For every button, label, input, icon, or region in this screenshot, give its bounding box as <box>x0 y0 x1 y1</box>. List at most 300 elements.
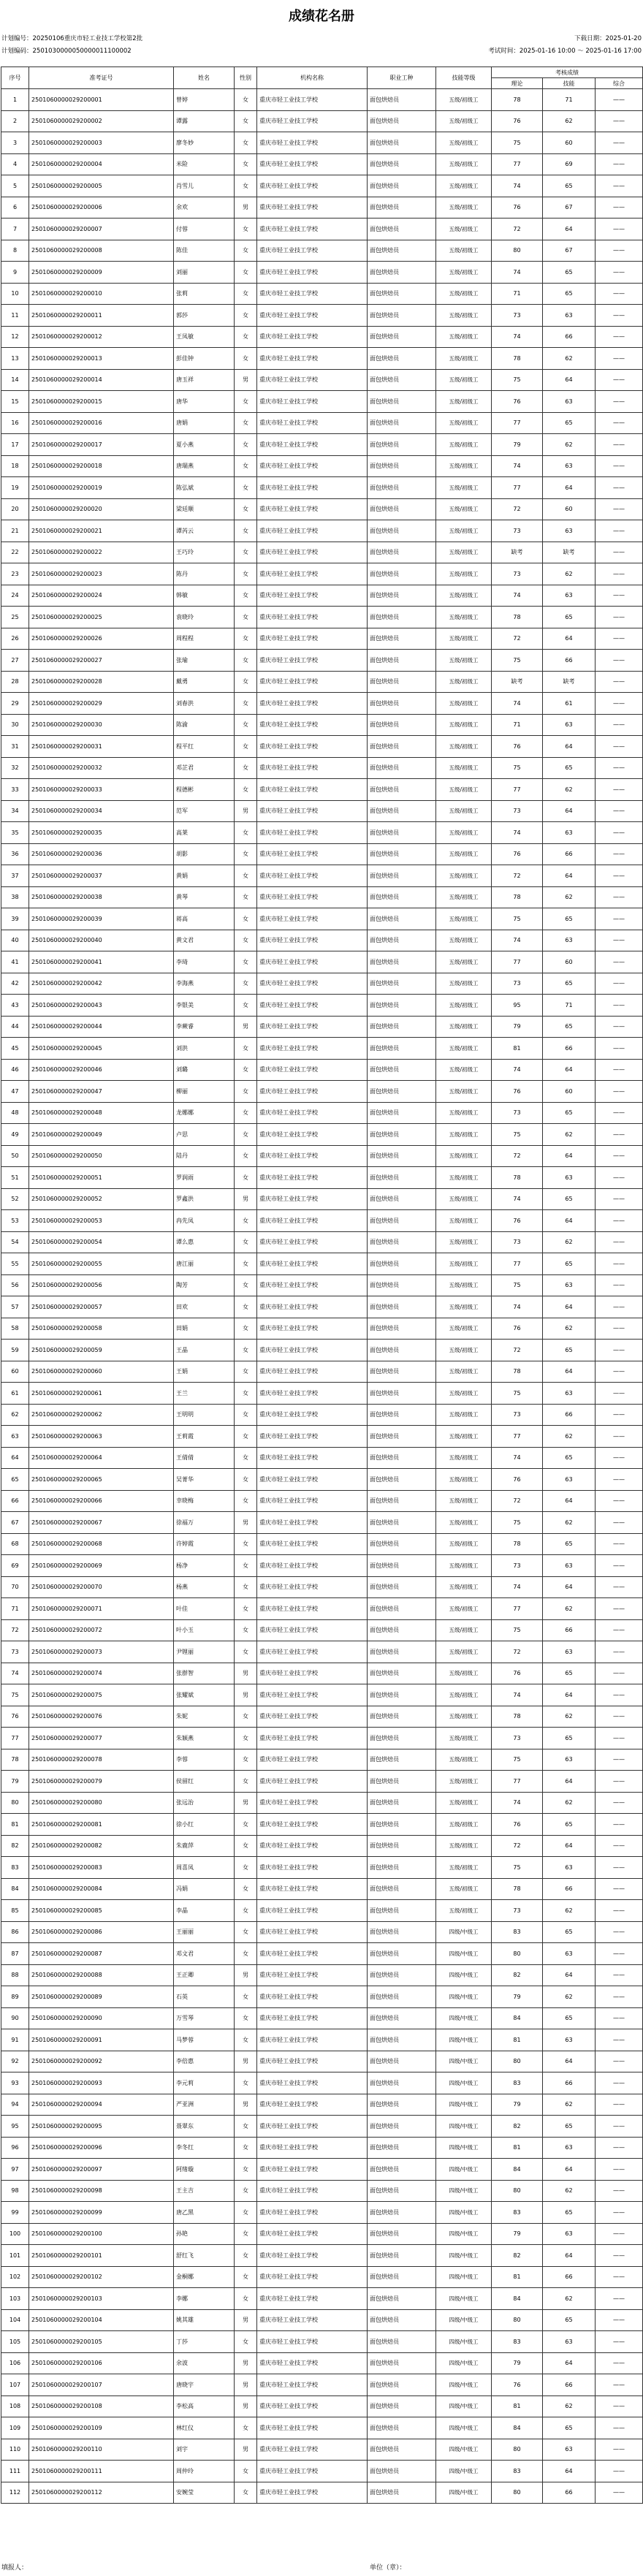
table-row <box>1 153 643 175</box>
cell-name: 张莉 <box>174 283 235 305</box>
cell-theory: 75 <box>492 1383 543 1405</box>
cell-org: 重庆市轻工业技工学校 <box>257 240 368 262</box>
cell-gender: 女 <box>235 283 257 305</box>
cell-grade: 五级/初级工 <box>436 305 492 327</box>
cell-cert-no: 2501060000029200077 <box>29 1728 174 1749</box>
cell-seq: 28 <box>1 671 29 693</box>
cell-seq: 25 <box>1 607 29 628</box>
cell-theory: 78 <box>492 348 543 370</box>
cell-gender: 女 <box>235 1231 257 1253</box>
cell-cert-no: 2501060000029200015 <box>29 391 174 413</box>
cell-cert-no: 2501060000029200005 <box>29 175 174 197</box>
cell-grade: 五级/初级工 <box>436 477 492 499</box>
cell-theory: 84 <box>492 2288 543 2310</box>
cell-theory: 75 <box>492 1619 543 1641</box>
cell-theory: 77 <box>492 1771 543 1793</box>
cell-job: 面包烘焙员 <box>368 1167 436 1189</box>
cell-job: 面包烘焙员 <box>368 650 436 672</box>
cell-seq: 91 <box>1 2029 29 2051</box>
cell-total: —— <box>596 2202 643 2224</box>
cell-total: —— <box>596 369 643 391</box>
cell-theory: 76 <box>492 1210 543 1232</box>
cell-name: 徐福万 <box>174 1512 235 1534</box>
cell-name: 谭么惠 <box>174 1231 235 1253</box>
cell-job: 面包烘焙员 <box>368 2266 436 2288</box>
table-row <box>1 2245 643 2267</box>
cell-total: —— <box>596 1490 643 1512</box>
cell-cert-no: 2501060000029200034 <box>29 800 174 822</box>
cell-theory: 79 <box>492 2223 543 2245</box>
cell-grade: 五级/初级工 <box>436 800 492 822</box>
cell-job: 面包烘焙员 <box>368 2202 436 2224</box>
cell-job: 面包烘焙员 <box>368 908 436 930</box>
cell-cert-no: 2501060000029200053 <box>29 1210 174 1232</box>
cell-seq: 19 <box>1 477 29 499</box>
cell-skill: 63 <box>543 2331 596 2353</box>
cell-grade: 五级/初级工 <box>436 1167 492 1189</box>
table-row <box>1 1555 643 1577</box>
cell-seq: 26 <box>1 628 29 650</box>
cell-org: 重庆市轻工业技工学校 <box>257 1684 368 1706</box>
cell-gender: 女 <box>235 455 257 477</box>
cell-skill: 63 <box>543 1943 596 1965</box>
cell-gender: 女 <box>235 542 257 563</box>
cell-name: 刘春洪 <box>174 693 235 715</box>
cell-gender: 女 <box>235 2288 257 2310</box>
plan-code: 计划编码：2501030000050000011100002 <box>1 48 132 55</box>
cell-skill: 65 <box>543 2116 596 2138</box>
cell-name: 金桐娜 <box>174 2266 235 2288</box>
cell-grade: 五级/初级工 <box>436 348 492 370</box>
cell-grade: 五级/初级工 <box>436 1318 492 1340</box>
cell-name: 王丽丽 <box>174 1921 235 1943</box>
cell-theory: 74 <box>492 1059 543 1081</box>
cell-grade: 五级/初级工 <box>436 1081 492 1103</box>
cell-gender: 女 <box>235 1361 257 1383</box>
table-row <box>1 1081 643 1103</box>
cell-job: 面包烘焙员 <box>368 951 436 973</box>
cell-theory: 78 <box>492 886 543 908</box>
cell-org: 重庆市轻工业技工学校 <box>257 369 368 391</box>
cell-skill: 65 <box>543 2417 596 2439</box>
cell-org: 重庆市轻工业技工学校 <box>257 1383 368 1405</box>
cell-total: —— <box>596 2094 643 2116</box>
cell-skill: 62 <box>543 348 596 370</box>
cell-cert-no: 2501060000029200073 <box>29 1641 174 1663</box>
cell-grade: 四级/中级工 <box>436 2223 492 2245</box>
cell-job: 面包烘焙员 <box>368 973 436 995</box>
cell-gender: 女 <box>235 434 257 456</box>
cell-name: 陶芳 <box>174 1274 235 1296</box>
cell-total: —— <box>596 2180 643 2202</box>
cell-skill: 66 <box>543 326 596 348</box>
table-row <box>1 132 643 154</box>
cell-skill: 64 <box>543 219 596 240</box>
cell-cert-no: 2501060000029200039 <box>29 908 174 930</box>
cell-gender: 男 <box>235 1188 257 1210</box>
cell-cert-no: 2501060000029200092 <box>29 2051 174 2072</box>
cell-name: 孙艳 <box>174 2223 235 2245</box>
cell-gender: 女 <box>235 930 257 951</box>
cell-theory: 71 <box>492 714 543 736</box>
cell-cert-no: 2501060000029200003 <box>29 132 174 154</box>
cell-seq: 56 <box>1 1274 29 1296</box>
table-row <box>1 1016 643 1038</box>
table-row <box>1 1383 643 1405</box>
cell-job: 面包烘焙员 <box>368 2007 436 2029</box>
cell-gender: 女 <box>235 1318 257 1340</box>
cell-skill: 65 <box>543 1728 596 1749</box>
cell-job: 面包烘焙员 <box>368 1188 436 1210</box>
cell-job: 面包烘焙员 <box>368 822 436 844</box>
cell-grade: 五级/初级工 <box>436 412 492 434</box>
cell-org: 重庆市轻工业技工学校 <box>257 2439 368 2461</box>
cell-skill: 65 <box>543 1188 596 1210</box>
cell-seq: 40 <box>1 930 29 951</box>
cell-job: 面包烘焙员 <box>368 995 436 1017</box>
cell-theory: 84 <box>492 2159 543 2181</box>
cell-theory: 74 <box>492 1684 543 1706</box>
cell-gender: 女 <box>235 391 257 413</box>
cell-seq: 13 <box>1 348 29 370</box>
cell-org: 重庆市轻工业技工学校 <box>257 886 368 908</box>
cell-gender: 女 <box>235 1038 257 1060</box>
cell-gender: 女 <box>235 1706 257 1728</box>
cell-job: 面包烘焙员 <box>368 1490 436 1512</box>
table-row <box>1 1706 643 1728</box>
cell-org: 重庆市轻工业技工学校 <box>257 671 368 693</box>
cell-gender: 女 <box>235 1274 257 1296</box>
cell-org: 重庆市轻工业技工学校 <box>257 1318 368 1340</box>
cell-theory: 75 <box>492 1124 543 1146</box>
cell-name: 廖冬妙 <box>174 132 235 154</box>
cell-seq: 30 <box>1 714 29 736</box>
cell-gender: 男 <box>235 1512 257 1534</box>
cell-grade: 五级/初级工 <box>436 369 492 391</box>
cell-org: 重庆市轻工业技工学校 <box>257 1792 368 1814</box>
cell-total: —— <box>596 1878 643 1900</box>
cell-gender: 女 <box>235 2007 257 2029</box>
cell-total: —— <box>596 951 643 973</box>
cell-org: 重庆市轻工业技工学校 <box>257 607 368 628</box>
cell-total: —— <box>596 1835 643 1857</box>
cell-total: —— <box>596 1749 643 1771</box>
table-row <box>1 1857 643 1879</box>
cell-job: 面包烘焙员 <box>368 369 436 391</box>
table-row <box>1 2417 643 2439</box>
cell-cert-no: 2501060000029200029 <box>29 693 174 715</box>
cell-cert-no: 2501060000029200084 <box>29 1878 174 1900</box>
cell-name: 邓文君 <box>174 1943 235 1965</box>
table-row <box>1 973 643 995</box>
cell-grade: 五级/初级工 <box>436 1555 492 1577</box>
cell-job: 面包烘焙员 <box>368 434 436 456</box>
cell-gender: 女 <box>235 1641 257 1663</box>
cell-job: 面包烘焙员 <box>368 1619 436 1641</box>
cell-grade: 四级/中级工 <box>436 2461 492 2482</box>
cell-cert-no: 2501060000029200091 <box>29 2029 174 2051</box>
cell-total: —— <box>596 1512 643 1534</box>
cell-name: 聂翠东 <box>174 2116 235 2138</box>
cell-cert-no: 2501060000029200045 <box>29 1038 174 1060</box>
cell-cert-no: 2501060000029200076 <box>29 1706 174 1728</box>
cell-job: 面包烘焙员 <box>368 865 436 887</box>
table-row <box>1 197 643 219</box>
cell-gender: 男 <box>235 2352 257 2374</box>
cell-skill: 62 <box>543 1598 596 1620</box>
cell-theory: 80 <box>492 2180 543 2202</box>
cell-grade: 五级/初级工 <box>436 1102 492 1124</box>
cell-theory: 72 <box>492 498 543 520</box>
cell-cert-no: 2501060000029200055 <box>29 1253 174 1275</box>
cell-total: —— <box>596 455 643 477</box>
cell-cert-no: 2501060000029200033 <box>29 779 174 801</box>
cell-skill: 66 <box>543 1619 596 1641</box>
cell-org: 重庆市轻工业技工学校 <box>257 2159 368 2181</box>
cell-grade: 五级/初级工 <box>436 886 492 908</box>
cell-gender: 女 <box>235 1900 257 1922</box>
cell-grade: 五级/初级工 <box>436 1361 492 1383</box>
cell-theory: 76 <box>492 110 543 132</box>
cell-org: 重庆市轻工业技工学校 <box>257 132 368 154</box>
cell-seq: 81 <box>1 1814 29 1836</box>
cell-org: 重庆市轻工业技工学校 <box>257 1361 368 1383</box>
cell-name: 彭佳钟 <box>174 348 235 370</box>
header-job: 职业工种 <box>368 67 436 89</box>
cell-seq: 53 <box>1 1210 29 1232</box>
cell-job: 面包烘焙员 <box>368 219 436 240</box>
cell-theory: 79 <box>492 1986 543 2008</box>
table-row <box>1 757 643 779</box>
cell-gender: 女 <box>235 563 257 585</box>
cell-cert-no: 2501060000029200016 <box>29 412 174 434</box>
cell-total: —— <box>596 2051 643 2072</box>
cell-theory: 78 <box>492 1878 543 1900</box>
cell-name: 夏小燕 <box>174 434 235 456</box>
cell-seq: 11 <box>1 305 29 327</box>
cell-theory: 74 <box>492 930 543 951</box>
table-row <box>1 2094 643 2116</box>
cell-gender: 女 <box>235 1598 257 1620</box>
cell-name: 万雪琴 <box>174 2007 235 2029</box>
footer <box>0 2561 643 2575</box>
cell-grade: 五级/初级工 <box>436 1038 492 1060</box>
cell-cert-no: 2501060000029200044 <box>29 1016 174 1038</box>
cell-theory: 76 <box>492 391 543 413</box>
cell-grade: 四级/中级工 <box>436 2159 492 2181</box>
cell-seq: 96 <box>1 2137 29 2159</box>
cell-theory: 75 <box>492 1857 543 1879</box>
cell-gender: 女 <box>235 1814 257 1836</box>
cell-grade: 五级/初级工 <box>436 1145 492 1167</box>
cell-gender: 女 <box>235 412 257 434</box>
cell-total: —— <box>596 1167 643 1189</box>
table-row <box>1 2072 643 2094</box>
cell-name: 周仲玲 <box>174 2461 235 2482</box>
cell-seq: 59 <box>1 1340 29 1361</box>
cell-job: 面包烘焙员 <box>368 2116 436 2138</box>
cell-total: —— <box>596 2116 643 2138</box>
cell-seq: 105 <box>1 2331 29 2353</box>
cell-seq: 29 <box>1 693 29 715</box>
cell-theory: 74 <box>492 1188 543 1210</box>
cell-name: 林红仪 <box>174 2417 235 2439</box>
table-row <box>1 1878 643 1900</box>
cell-theory: 73 <box>492 1102 543 1124</box>
cell-grade: 五级/初级工 <box>436 822 492 844</box>
table-row <box>1 1340 643 1361</box>
table-row <box>1 1038 643 1060</box>
header-seq: 序号 <box>1 67 29 89</box>
cell-cert-no: 2501060000029200107 <box>29 2374 174 2396</box>
cell-theory: 79 <box>492 2352 543 2374</box>
table-row <box>1 1361 643 1383</box>
cell-org: 重庆市轻工业技工学校 <box>257 563 368 585</box>
cell-name: 唐江丽 <box>174 1253 235 1275</box>
cell-job: 面包烘焙员 <box>368 779 436 801</box>
cell-gender: 女 <box>235 1210 257 1232</box>
cell-job: 面包烘焙员 <box>368 1059 436 1081</box>
cell-grade: 四级/中级工 <box>436 2352 492 2374</box>
cell-skill: 62 <box>543 1318 596 1340</box>
cell-theory: 74 <box>492 455 543 477</box>
cell-grade: 五级/初级工 <box>436 326 492 348</box>
cell-seq: 22 <box>1 542 29 563</box>
cell-skill: 62 <box>543 2288 596 2310</box>
table-row <box>1 1426 643 1448</box>
cell-org: 重庆市轻工业技工学校 <box>257 650 368 672</box>
cell-name: 冯娟 <box>174 1878 235 1900</box>
cell-grade: 四级/中级工 <box>436 2180 492 2202</box>
cell-total: —— <box>596 348 643 370</box>
cell-skill: 60 <box>543 132 596 154</box>
cell-gender: 女 <box>235 132 257 154</box>
cell-seq: 60 <box>1 1361 29 1383</box>
cell-grade: 五级/初级工 <box>436 1490 492 1512</box>
cell-total: —— <box>596 1684 643 1706</box>
cell-skill: 60 <box>543 498 596 520</box>
cell-org: 重庆市轻工业技工学校 <box>257 2461 368 2482</box>
cell-name: 田娟 <box>174 1318 235 1340</box>
cell-total: —— <box>596 650 643 672</box>
cell-cert-no: 2501060000029200014 <box>29 369 174 391</box>
cell-name: 陈渝 <box>174 714 235 736</box>
cell-name: 李晶 <box>174 1900 235 1922</box>
cell-org: 重庆市轻工业技工学校 <box>257 175 368 197</box>
cell-name: 阿绪璇 <box>174 2159 235 2181</box>
cell-gender: 女 <box>235 671 257 693</box>
cell-job: 面包烘焙员 <box>368 1641 436 1663</box>
cell-org: 重庆市轻工业技工学校 <box>257 1964 368 1986</box>
cell-grade: 四级/中级工 <box>436 2029 492 2051</box>
cell-gender: 女 <box>235 2482 257 2504</box>
cell-job: 面包烘焙员 <box>368 2072 436 2094</box>
cell-total: —— <box>596 542 643 563</box>
cell-total: —— <box>596 1231 643 1253</box>
cell-org: 重庆市轻工业技工学校 <box>257 865 368 887</box>
cell-cert-no: 2501060000029200057 <box>29 1296 174 1318</box>
cell-grade: 四级/中级工 <box>436 2007 492 2029</box>
cell-skill: 缺考 <box>543 671 596 693</box>
table-row <box>1 930 643 951</box>
cell-grade: 五级/初级工 <box>436 1641 492 1663</box>
cell-theory: 83 <box>492 2461 543 2482</box>
cell-org: 重庆市轻工业技工学校 <box>257 1145 368 1167</box>
table-row <box>1 2439 643 2461</box>
cell-seq: 18 <box>1 455 29 477</box>
cell-skill: 62 <box>543 1231 596 1253</box>
cell-seq: 99 <box>1 2202 29 2224</box>
cell-total: —— <box>596 865 643 887</box>
cell-gender: 男 <box>235 1684 257 1706</box>
cell-theory: 76 <box>492 736 543 758</box>
plan-number: 计划编号：20250106重庆市轻工业技工学校第2批 <box>1 35 143 42</box>
cell-skill: 64 <box>543 628 596 650</box>
cell-theory: 95 <box>492 995 543 1017</box>
cell-job: 面包烘焙员 <box>368 542 436 563</box>
cell-name: 高莱 <box>174 822 235 844</box>
header-cert-no: 准考证号 <box>29 67 174 89</box>
cell-gender: 女 <box>235 1619 257 1641</box>
cell-name: 范军 <box>174 800 235 822</box>
cell-cert-no: 2501060000029200037 <box>29 865 174 887</box>
cell-cert-no: 2501060000029200013 <box>29 348 174 370</box>
cell-total: —— <box>596 477 643 499</box>
cell-theory: 72 <box>492 1835 543 1857</box>
table-row <box>1 2482 643 2504</box>
cell-gender: 女 <box>235 1404 257 1426</box>
cell-job: 面包烘焙员 <box>368 1383 436 1405</box>
cell-cert-no: 2501060000029200097 <box>29 2159 174 2181</box>
cell-total: —— <box>596 757 643 779</box>
cell-gender: 女 <box>235 2202 257 2224</box>
cell-grade: 四级/中级工 <box>436 2309 492 2331</box>
cell-theory: 73 <box>492 1404 543 1426</box>
cell-skill: 66 <box>543 1038 596 1060</box>
cell-job: 面包烘焙员 <box>368 110 436 132</box>
cell-skill: 64 <box>543 2159 596 2181</box>
cell-gender: 女 <box>235 1059 257 1081</box>
cell-org: 重庆市轻工业技工学校 <box>257 2266 368 2288</box>
cell-grade: 五级/初级工 <box>436 628 492 650</box>
cell-gender: 男 <box>235 800 257 822</box>
cell-name: 唐玉祥 <box>174 369 235 391</box>
cell-grade: 四级/中级工 <box>436 2094 492 2116</box>
cell-seq: 7 <box>1 219 29 240</box>
cell-skill: 67 <box>543 197 596 219</box>
cell-name: 黄琴 <box>174 886 235 908</box>
cell-cert-no: 2501060000029200102 <box>29 2266 174 2288</box>
table-row <box>1 714 643 736</box>
cell-job: 面包烘焙员 <box>368 1814 436 1836</box>
cell-total: —— <box>596 1857 643 1879</box>
cell-job: 面包烘焙员 <box>368 1469 436 1491</box>
cell-gender: 男 <box>235 2309 257 2331</box>
cell-cert-no: 2501060000029200009 <box>29 262 174 284</box>
cell-job: 面包烘焙员 <box>368 1145 436 1167</box>
table-row <box>1 1188 643 1210</box>
cell-total: —— <box>596 434 643 456</box>
cell-skill: 64 <box>543 1361 596 1383</box>
cell-job: 面包烘焙员 <box>368 1792 436 1814</box>
cell-gender: 女 <box>235 908 257 930</box>
cell-name: 唐晓宇 <box>174 2374 235 2396</box>
cell-org: 重庆市轻工业技工学校 <box>257 628 368 650</box>
cell-seq: 6 <box>1 197 29 219</box>
cell-skill: 65 <box>543 2202 596 2224</box>
table-row <box>1 110 643 132</box>
cell-cert-no: 2501060000029200025 <box>29 607 174 628</box>
